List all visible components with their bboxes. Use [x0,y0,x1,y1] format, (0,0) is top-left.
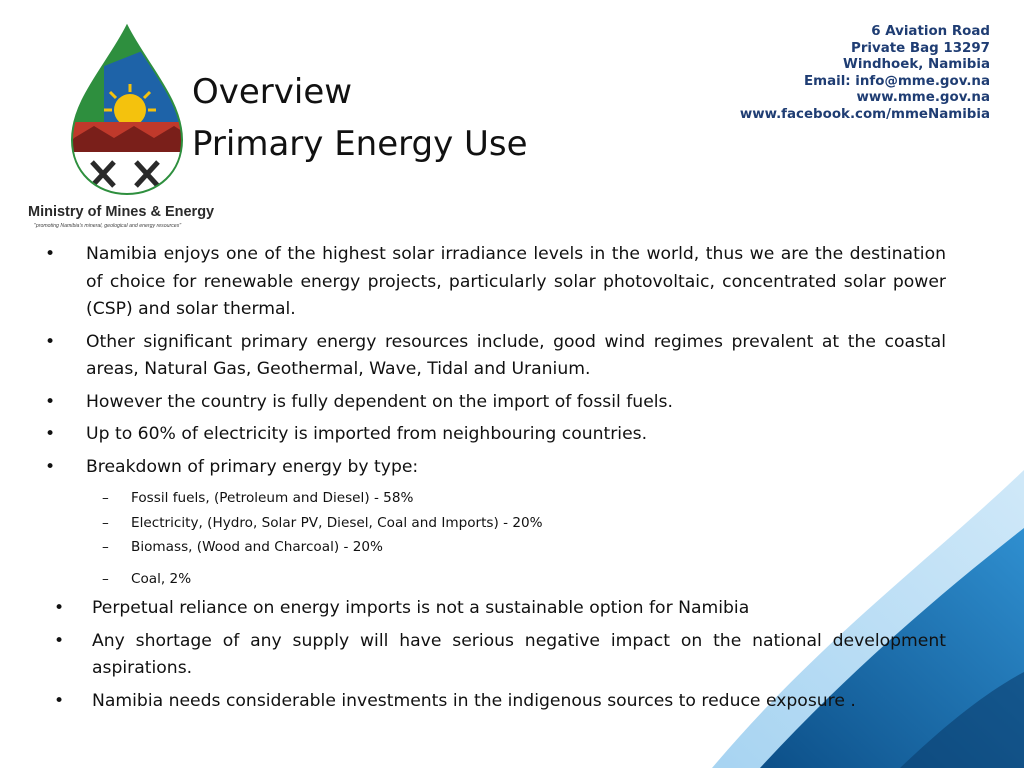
bullet-item: • Any shortage of any supply will have serious negative impact on the national development aspirations. [40,628,946,683]
contact-facebook[interactable]: www.facebook.com/mmeNamibia [739,106,990,122]
sub-bullet-item: – Electricity, (Hydro, Solar PV, Diesel, Coal and Imports) - 20% [40,511,946,536]
bullet-item: • Namibia needs considerable investments in the indigenous sources to reduce exposure . [40,688,946,716]
title-line-primary-energy-use: Primary Energy Use [192,124,528,164]
title-line-overview: Overview [192,72,353,112]
sub-bullet-list [40,486,946,591]
bullet-list [40,241,946,481]
ministry-tagline: "promoting Namibia's mineral, geological and energy resources" [34,223,182,229]
contact-website[interactable]: www.mme.gov.na [856,90,990,105]
sub-bullet-item: – Coal, 2% [40,567,946,592]
sub-bullet-item: – Fossil fuels, (Petroleum and Diesel) - 58% [40,486,946,511]
ministry-name: Ministry of Mines & Energy [28,204,215,220]
bullet-item: • Perpetual reliance on energy imports is not a sustainable option for Namibia [40,595,946,623]
bullet-list-2 [40,595,946,715]
bullet-item: • Other significant primary energy resources include, good wind regimes prevalent at the coastal areas, Natural Gas, Geothermal, Wave, Tidal and Uranium. [40,329,946,384]
contact-email[interactable]: Email: info@mme.gov.na [803,73,990,89]
contact-po-box: Private Bag 13297 [851,40,990,56]
slide-title [192,66,528,170]
contact-city: Windhoek, Namibia [843,57,990,72]
bullet-item: • Namibia enjoys one of the highest solar irradiance levels in the world, thus we are the destination of choice for renewable energy projects, particularly solar photovoltaic, concentrated solar power (CSP) and solar thermal. [40,241,946,324]
bullet-item: • Up to 60% of electricity is imported from neighbouring countries. [40,421,946,449]
contact-address: 6 Aviation Road [871,24,990,39]
bullet-item: • However the country is fully dependent on the import of fossil fuels. [40,389,946,417]
bullet-item: • Breakdown of primary energy by type: [40,454,946,482]
ministry-logo [64,22,190,200]
slide-body [40,241,946,720]
contact-block [740,24,990,123]
sub-bullet-item: – Biomass, (Wood and Charcoal) - 20% [40,535,946,560]
